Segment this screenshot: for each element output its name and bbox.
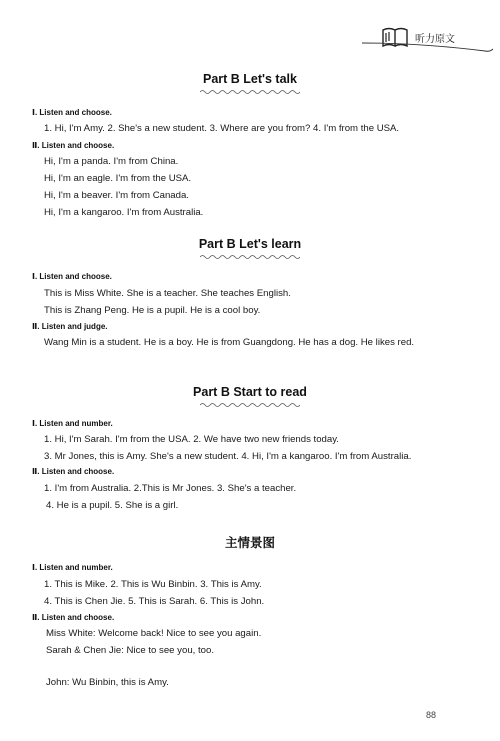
text-line: John: Wu Binbin, this is Amy. xyxy=(46,677,169,688)
title-underline xyxy=(200,402,300,408)
sub-heading: Ⅰ. Listen and number. xyxy=(32,419,113,428)
text-line: Hi, I'm a beaver. I'm from Canada. xyxy=(44,190,189,201)
sub-heading: Ⅱ. Listen and choose. xyxy=(32,613,115,622)
header-label: 听力原文 xyxy=(415,33,455,45)
section-title-start-to-read: Part B Start to read xyxy=(193,385,307,399)
section-title-main-scene: 主情景图 xyxy=(224,535,275,550)
sub-heading: Ⅱ. Listen and choose. xyxy=(32,141,115,150)
sub-heading: Ⅰ. Listen and choose. xyxy=(32,108,112,117)
text-line: Miss White: Welcome back! Nice to see you again. xyxy=(46,628,262,639)
page-number: 88 xyxy=(426,710,437,720)
text-line: Wang Min is a student. He is a boy. He is from Guangdong. He has a dog. He likes red. xyxy=(44,337,415,348)
text-line: 4. He is a pupil. 5. She is a girl. xyxy=(46,500,179,511)
text-line: 1. Hi, I'm Amy. 2. She's a new student. 3. Where are you from? 4. I'm from the USA. xyxy=(44,123,400,134)
text-line: Hi, I'm an eagle. I'm from the USA. xyxy=(44,173,192,184)
sub-heading: Ⅱ. Listen and judge. xyxy=(32,322,108,331)
text-line: 1. This is Mike. 2. This is Wu Binbin. 3. This is Amy. xyxy=(44,579,262,590)
sub-heading: Ⅰ. Listen and number. xyxy=(32,563,113,572)
text-line: 1. Hi, I'm Sarah. I'm from the USA. 2. We have two new friends today. xyxy=(44,434,339,445)
text-line: Hi, I'm a panda. I'm from China. xyxy=(44,156,179,167)
title-underline xyxy=(200,89,300,95)
text-line: Sarah & Chen Jie: Nice to see you, too. xyxy=(46,645,214,656)
sub-heading: Ⅱ. Listen and choose. xyxy=(32,467,115,476)
text-line: Hi, I'm a kangaroo. I'm from Australia. xyxy=(44,207,204,218)
text-line: This is Miss White. She is a teacher. She teaches English. xyxy=(44,288,291,299)
text-line: 3. Mr Jones, this is Amy. She's a new student. 4. Hi, I'm a kangaroo. I'm from Australia. xyxy=(44,451,412,462)
header-curve xyxy=(360,40,495,54)
sub-heading: Ⅰ. Listen and choose. xyxy=(32,272,112,281)
title-underline xyxy=(200,254,300,260)
text-line: 4. This is Chen Jie. 5. This is Sarah. 6. This is John. xyxy=(44,596,265,607)
section-title-lets-talk: Part B Let's talk xyxy=(203,72,297,86)
text-line: 1. I'm from Australia. 2.This is Mr Jones. 3. She's a teacher. xyxy=(44,483,297,494)
text-line: This is Zhang Peng. He is a pupil. He is a cool boy. xyxy=(44,305,261,316)
section-title-lets-learn: Part B Let's learn xyxy=(198,237,302,251)
